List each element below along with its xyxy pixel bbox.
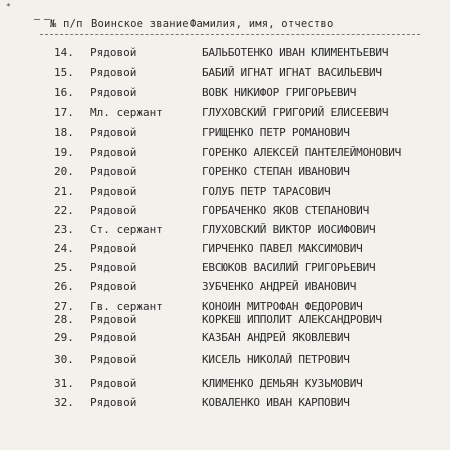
table-row [0, 185, 450, 201]
row-rank: Рядовой [90, 353, 137, 366]
row-full-name: ЗУБЧЕНКО АНДРЕЙ ИВАНОВИЧ [202, 280, 357, 293]
row-rank: Рядовой [90, 66, 137, 79]
row-number: 26. [54, 280, 74, 293]
row-full-name: ГОЛУБ ПЕТР ТАРАСОВИЧ [202, 185, 331, 198]
row-rank: Ст. сержант [90, 223, 163, 236]
row-number: 21. [54, 185, 74, 198]
row-rank: Рядовой [90, 165, 137, 178]
row-number: 20. [54, 165, 74, 178]
row-full-name: ГЛУХОВСКИЙ ГРИГОРИЙ ЕЛИСЕЕВИЧ [202, 106, 389, 119]
row-rank: Рядовой [90, 146, 137, 159]
table-row [0, 261, 450, 277]
row-full-name: ГИРЧЕНКО ПАВЕЛ МАКСИМОВИЧ [202, 242, 363, 255]
header-rank-column: Воинское звание [91, 18, 189, 30]
row-full-name: БАЛЬБОТЕНКО ИВАН КЛИМЕНТЬЕВИЧ [202, 46, 389, 59]
row-full-name: КОВАЛЕНКО ИВАН КАРПОВИЧ [202, 396, 350, 409]
row-rank: Рядовой [90, 396, 137, 409]
row-number: 23. [54, 223, 74, 236]
row-rank: Рядовой [90, 46, 137, 59]
row-number: 22. [54, 204, 74, 217]
row-rank: Гв. сержант [90, 300, 163, 313]
row-number: 16. [54, 86, 74, 99]
header-number-column: № п/п [50, 18, 83, 30]
row-rank: Рядовой [90, 242, 137, 255]
table-row [0, 223, 450, 239]
row-number: 15. [54, 66, 74, 79]
row-full-name: БАБИЙ ИГНАТ ИГНАТ ВАСИЛЬЕВИЧ [202, 66, 382, 79]
table-row [0, 280, 450, 296]
table-row [0, 377, 450, 393]
row-full-name: КИСЕЛЬ НИКОЛАЙ ПЕТРОВИЧ [202, 353, 350, 366]
row-rank: Рядовой [90, 280, 137, 293]
row-number: 31. [54, 377, 74, 390]
row-full-name: КАЗБАН АНДРЕЙ ЯКОВЛЕВИЧ [202, 331, 350, 344]
header-dash-marks: ‒ ‒ [34, 14, 50, 25]
row-number: 24. [54, 242, 74, 255]
row-rank: Рядовой [90, 185, 137, 198]
row-full-name: ГРИЩЕНКО ПЕТР РОМАНОВИЧ [202, 126, 350, 139]
row-full-name: КОНОИН МИТРОФАН ФЕДОРОВИЧ [202, 300, 363, 313]
row-rank: Рядовой [90, 86, 137, 99]
row-number: 30. [54, 353, 74, 366]
row-rank: Рядовой [90, 331, 137, 344]
row-number: 32. [54, 396, 74, 409]
table-row [0, 86, 450, 102]
table-row [0, 313, 450, 329]
table-row [0, 331, 450, 347]
row-full-name: ГОРБАЧЕНКО ЯКОВ СТЕПАНОВИЧ [202, 204, 369, 217]
table-row [0, 396, 450, 412]
row-number: 25. [54, 261, 74, 274]
row-full-name: ГЛУХОВСКИЙ ВИКТОР ИОСИФОВИЧ [202, 223, 376, 236]
table-row [0, 106, 450, 122]
row-number: 19. [54, 146, 74, 159]
row-number: 27. [54, 300, 74, 313]
row-full-name: КОРКЕШ ИППОЛИТ АЛЕКСАНДРОВИЧ [202, 313, 382, 326]
row-rank: Рядовой [90, 377, 137, 390]
row-full-name: ГОРЕНКО АЛЕКСЕЙ ПАНТЕЛЕЙМОНОВИЧ [202, 146, 402, 159]
row-rank: Рядовой [90, 204, 137, 217]
row-rank: Мл. сержант [90, 106, 163, 119]
table-row [0, 46, 450, 62]
row-rank: Рядовой [90, 261, 137, 274]
table-row [0, 165, 450, 181]
row-number: 28. [54, 313, 74, 326]
row-rank: Рядовой [90, 313, 137, 326]
row-number: 18. [54, 126, 74, 139]
corner-mark: * [6, 2, 11, 11]
row-full-name: КЛИМЕНКО ДЕМЬЯН КУЗЬМОВИЧ [202, 377, 363, 390]
table-row [0, 66, 450, 82]
header-name-column: Фамилия, имя, отчество [190, 18, 334, 30]
row-number: 29. [54, 331, 74, 344]
row-full-name: ЕВСЮКОВ ВАСИЛИЙ ГРИГОРЬЕВИЧ [202, 261, 376, 274]
row-number: 14. [54, 46, 74, 59]
row-full-name: ГОРЕНКО СТЕПАН ИВАНОВИЧ [202, 165, 350, 178]
table-row [0, 353, 450, 369]
table-row [0, 242, 450, 258]
row-rank: Рядовой [90, 126, 137, 139]
row-number: 17. [54, 106, 74, 119]
table-row [0, 146, 450, 162]
table-row [0, 126, 450, 142]
row-full-name: ВОВК НИКИФОР ГРИГОРЬЕВИЧ [202, 86, 357, 99]
table-row [0, 204, 450, 220]
